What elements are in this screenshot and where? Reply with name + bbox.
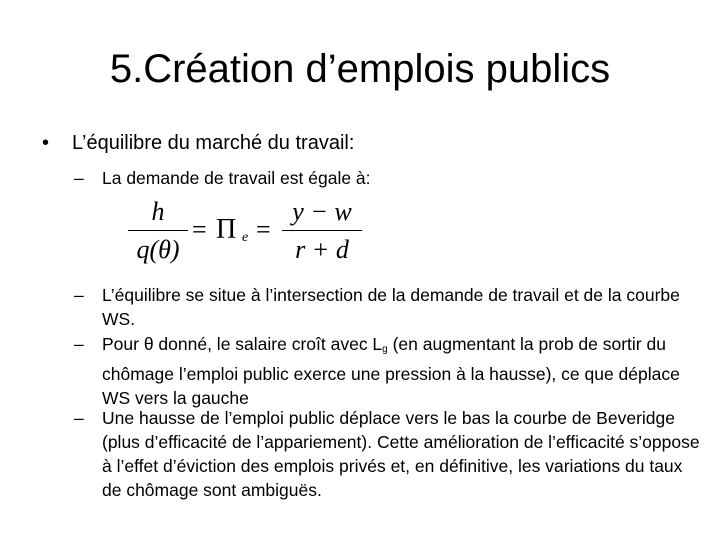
sub-item-labor-demand: [74, 166, 704, 190]
pi-symbol: Π: [216, 214, 237, 245]
left-numerator: h: [151, 197, 165, 226]
sub-item-text: La demande de travail est égale à:: [102, 168, 371, 188]
bullet-item: [42, 130, 354, 156]
bullet-text: L’équilibre du marché du travail:: [72, 132, 355, 154]
sub-item-wage: [74, 332, 704, 410]
text-after: (en augmentant la prob de sortir du chômage l’emploi public exerce une pression à la hausse), ce que déplace WS vers la gauche: [102, 334, 680, 408]
sub-item-text: L’équilibre se situe à l’intersection de la demande de travail et de la courbe WS.: [102, 285, 680, 329]
right-numerator: y − w: [292, 197, 352, 226]
pi-subscript: e: [242, 230, 249, 245]
equals-sign: =: [192, 215, 207, 244]
right-fraction: [282, 196, 362, 267]
dash-marker: –: [74, 408, 84, 428]
fraction-bar: [128, 230, 188, 231]
sub-item-text: [74, 332, 704, 410]
dash-marker: –: [74, 334, 84, 354]
sub-item-equilibrium: [74, 283, 704, 331]
left-fraction: [128, 196, 188, 267]
sub-item-text: Une hausse de l’emploi public déplace vers le bas la courbe de Beveridge (plus d’efficacité de l’appariement). Cette amélioration de l’efficacité s’oppose à l’effet d’éviction des emplois privés et, en définitive, les variations du taux de chômage sont ambiguës.: [102, 408, 700, 500]
fraction-bar: [282, 230, 362, 231]
text-before: Pour θ donné, le salaire croît avec L: [102, 334, 383, 354]
labor-demand-formula: [128, 196, 368, 274]
sub-item-beveridge: [74, 406, 704, 502]
bullet-symbol: •: [42, 132, 50, 154]
dash-marker: –: [74, 168, 84, 188]
equals-sign-2: =: [256, 215, 271, 244]
right-denominator: r + d: [295, 235, 349, 264]
subscript-g: g: [382, 344, 388, 355]
slide-title: 5.Création d’emplois publics: [109, 47, 611, 91]
left-denominator: q(θ): [136, 235, 180, 264]
dash-marker: –: [74, 285, 84, 305]
